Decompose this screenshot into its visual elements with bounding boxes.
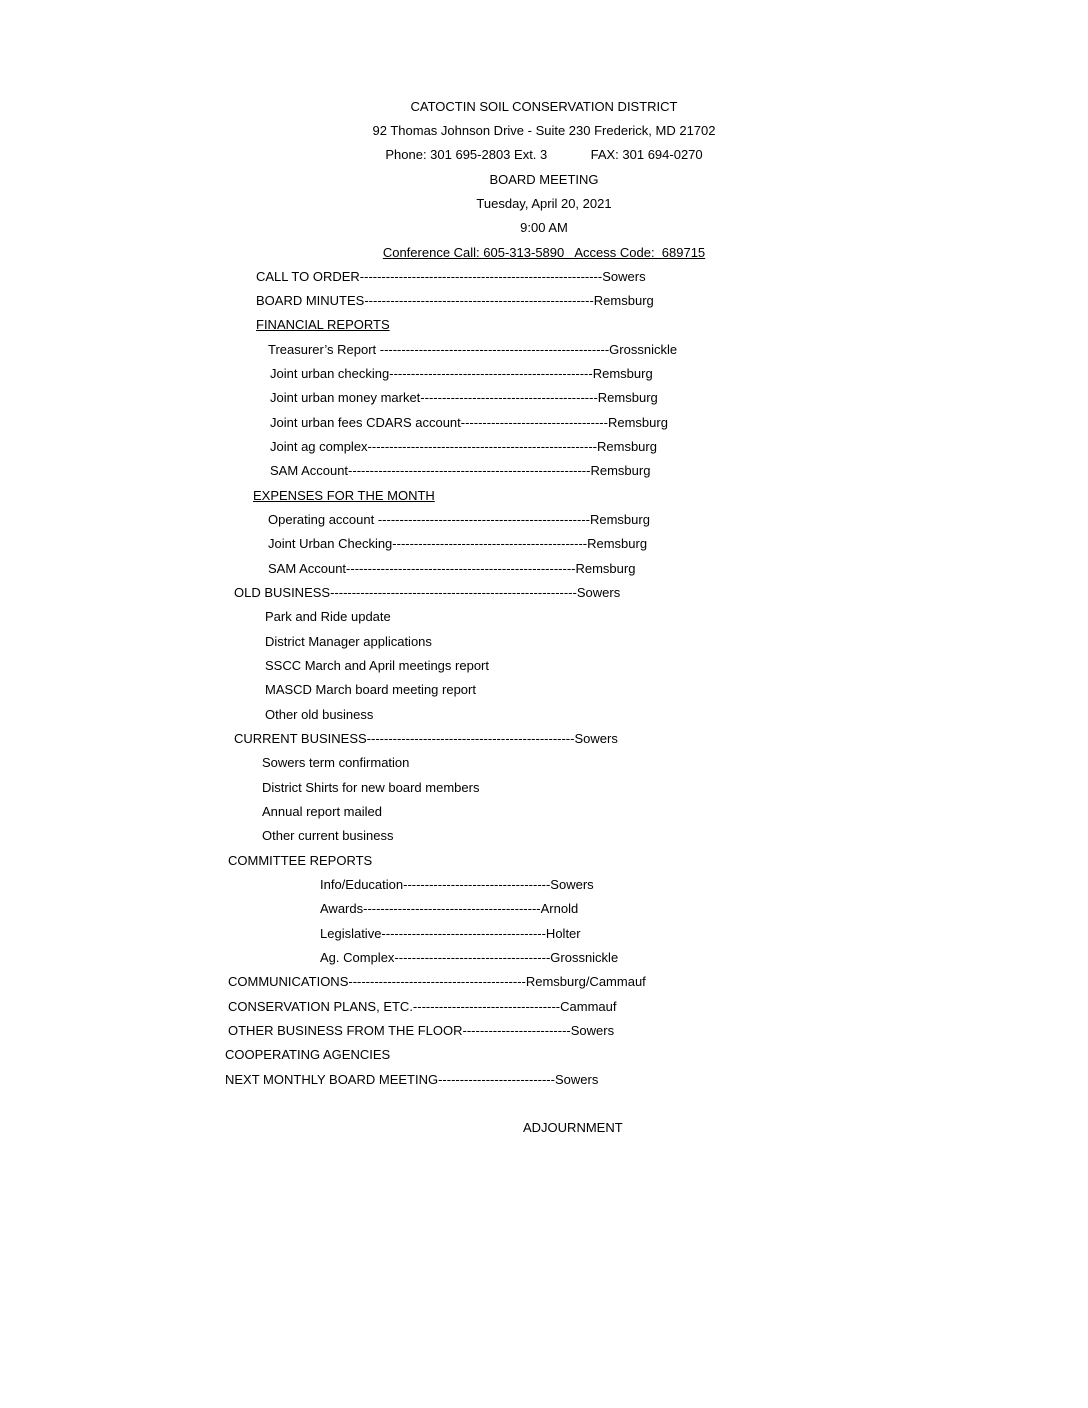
agenda-item-sam-account: SAM Account--------------------------------------------------------Remsburg xyxy=(270,463,651,478)
adjournment: ADJOURNMENT xyxy=(523,1120,623,1135)
agenda-item-joint-urban-money-market: Joint urban money market-----------------------------------------Remsburg xyxy=(270,390,658,405)
agenda-item-other-business: OTHER BUSINESS FROM THE FLOOR-------------------------Sowers xyxy=(228,1023,615,1038)
contact-line xyxy=(385,147,702,162)
agenda-item-conservation-plans: CONSERVATION PLANS, ETC.----------------------------------Cammauf xyxy=(228,999,617,1014)
agenda-item-board-minutes: BOARD MINUTES-----------------------------------------------------Remsburg xyxy=(256,293,654,308)
section-cooperating-agencies: COOPERATING AGENCIES xyxy=(225,1047,391,1062)
agenda-item-joint-urban-checking: Joint urban checking-----------------------------------------------Remsburg xyxy=(270,366,653,381)
list-item-other-old-business: Other old business xyxy=(265,707,374,722)
org-address: 92 Thomas Johnson Drive - Suite 230 Frederick, MD 21702 xyxy=(372,123,716,138)
agenda-item-operating-account: Operating account -------------------------------------------------Remsburg xyxy=(268,512,650,527)
list-item-annual-report: Annual report mailed xyxy=(262,804,382,819)
list-item-district-shirts: District Shirts for new board members xyxy=(262,780,480,795)
agenda-item-old-business: OLD BUSINESS---------------------------------------------------------Sowers xyxy=(234,585,621,600)
list-item-park-and-ride: Park and Ride update xyxy=(265,609,391,624)
fax-number: FAX: 301 694-0270 xyxy=(590,147,703,162)
org-name: CATOCTIN SOIL CONSERVATION DISTRICT xyxy=(410,99,678,114)
agenda-item-treasurers-report: Treasurer’s Report -----------------------------------------------------Grossnickle xyxy=(268,342,678,357)
agenda-item-current-business: CURRENT BUSINESS------------------------------------------------Sowers xyxy=(234,731,618,746)
list-item-sowers-term: Sowers term confirmation xyxy=(262,755,410,770)
meeting-date: Tuesday, April 20, 2021 xyxy=(476,196,612,211)
agenda-item-joint-ag-complex: Joint ag complex-----------------------------------------------------Remsburg xyxy=(270,439,657,454)
committee-legislative: Legislative--------------------------------------Holter xyxy=(320,926,581,941)
list-item-other-current-business: Other current business xyxy=(262,828,394,843)
committee-info-education: Info/Education----------------------------------Sowers xyxy=(320,877,594,892)
meeting-title: BOARD MEETING xyxy=(489,172,599,187)
agenda-item-call-to-order: CALL TO ORDER--------------------------------------------------------Sowers xyxy=(256,269,646,284)
agenda-item-expense-sam-account: SAM Account-----------------------------------------------------Remsburg xyxy=(268,561,636,576)
agenda-item-next-meeting: NEXT MONTHLY BOARD MEETING---------------------------Sowers xyxy=(225,1072,599,1087)
meeting-time: 9:00 AM xyxy=(520,220,568,235)
section-expenses-for-the-month: EXPENSES FOR THE MONTH xyxy=(253,488,435,503)
conference-call-info: Conference Call: 605-313-5890 Access Code: 689715 xyxy=(382,245,706,260)
list-item-district-manager-applications: District Manager applications xyxy=(265,634,432,649)
committee-ag-complex: Ag. Complex------------------------------------Grossnickle xyxy=(320,950,619,965)
agenda-item-communications: COMMUNICATIONS-----------------------------------------Remsburg/Cammauf xyxy=(228,974,646,989)
section-financial-reports: FINANCIAL REPORTS xyxy=(256,317,390,332)
agenda-item-joint-urban-fees-cdars: Joint urban fees CDARS account----------------------------------Remsburg xyxy=(270,415,668,430)
agenda-item-expense-joint-urban-checking: Joint Urban Checking---------------------------------------------Remsburg xyxy=(268,536,648,551)
committee-awards: Awards-----------------------------------------Arnold xyxy=(320,901,579,916)
phone-number: Phone: 301 695-2803 Ext. 3 xyxy=(385,147,548,162)
list-item-mascd-meeting-report: MASCD March board meeting report xyxy=(265,682,476,697)
section-committee-reports: COMMITTEE REPORTS xyxy=(228,853,373,868)
list-item-sscc-meetings-report: SSCC March and April meetings report xyxy=(265,658,489,673)
